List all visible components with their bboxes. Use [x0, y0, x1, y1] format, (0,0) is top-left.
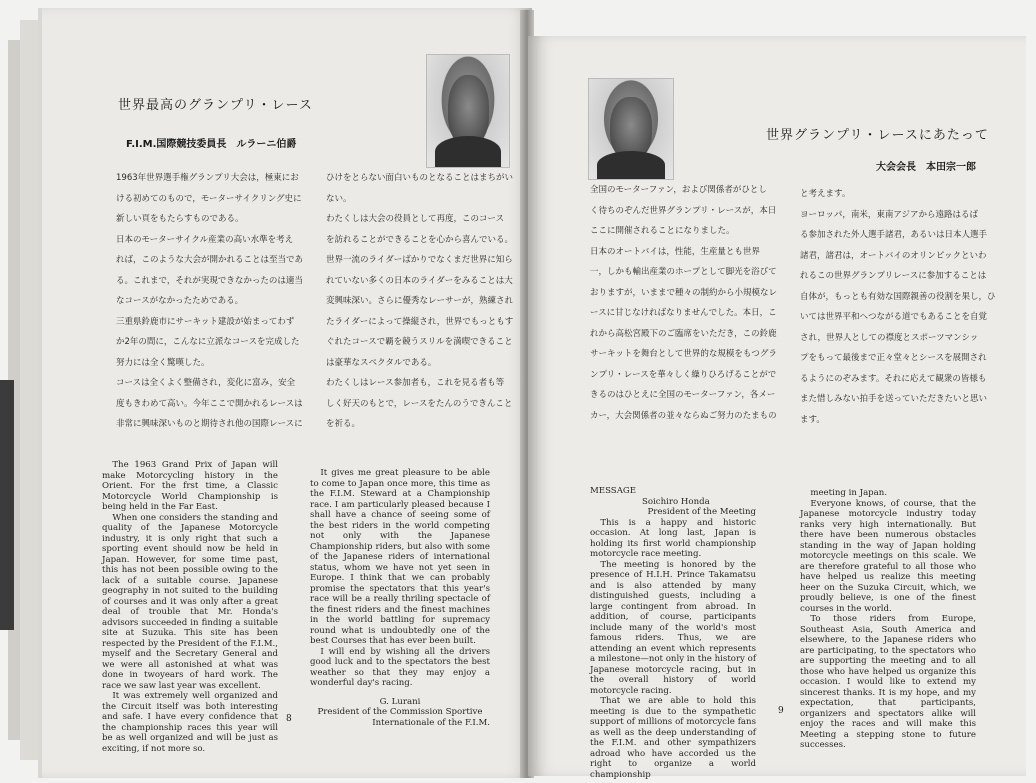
- jp-text-line: るようにのぞみます。それに応えて観衆の皆様も: [800, 373, 987, 384]
- jp-text-line: 自体が，もっとも有効な国際親善の役割を果し，ひ: [800, 291, 996, 302]
- en-column-1: [590, 486, 756, 780]
- jp-title: 世界最高のグランプリ・レース: [118, 98, 313, 113]
- en-paragraph: To those riders from Europe, Southeast Asia, South America and elsewhere, to the Japanese riders who are participating, to the spectators who are supporting the meeting and to all those who have helped us organize this occasion. I would like to extend my sincerest thanks. It is my hope, and my expectation, that participants, organizers and spectators alike will enjoy the races and will make this Meeting a stepping stone to future successes.: [800, 614, 976, 750]
- jp-text-line: 三重県鈴鹿市にサーキット建設が始まってわず: [116, 316, 295, 327]
- jp-text-line: ひけをとらない面白いものとなることはまちがい: [326, 173, 514, 183]
- jp-text-line: は豪華なスペクタルである。: [326, 357, 437, 368]
- jp-text-line: か2年の間に，こんなに立派なコースを完成した: [116, 337, 300, 347]
- signature-title: Internationale of the F.I.M.: [372, 717, 490, 728]
- left-page: [38, 8, 532, 778]
- author-title: President of the Meeting: [647, 507, 756, 517]
- en-paragraph: This is a happy and historic occasion. At long last, Japan is holding its first world championship motorcycle race meeting.: [590, 517, 756, 559]
- jp-text-line: れるこの世界グランプリレースに参加することは: [800, 271, 987, 281]
- en-column-1: [102, 460, 278, 754]
- jp-text-line: プをもって最後まで正々堂々とシースを展開され: [800, 353, 987, 363]
- jp-text-line: 日本のオートバイは，性能，生産量とも世界: [590, 246, 760, 257]
- jp-text-line: く待ちのぞんだ世界グランプリ・レースが，本日: [590, 205, 777, 216]
- jp-column-1: [116, 168, 316, 435]
- jp-text-line: おりますが，いままで種々の制約から小規模なレ: [590, 287, 778, 298]
- jp-text-line: 世界一流のライダーばかりでなくまだ世界に知ら: [326, 255, 513, 265]
- jp-text-line: ここに開催されることになりました。: [590, 226, 735, 236]
- jp-column-1: [590, 180, 790, 426]
- jp-text-line: ぐれたコースで覇を競うスリルを満喫できること: [326, 337, 513, 347]
- portrait-photo-honda: [588, 78, 674, 180]
- jp-text-line: 新しい頁をもたらすものである。: [116, 214, 244, 224]
- jp-text-line: れから高松宮殿下のご臨席をいただき，この鈴鹿: [590, 328, 777, 339]
- jp-text-line: 1963年世界選手権グランプリ大会は，極東にお: [116, 173, 299, 183]
- jp-text-line: 非常に興味深いものと期待され他の国際レースに: [116, 419, 303, 429]
- jp-text-line: 全国のモーターファン，および関係者がひとし: [590, 185, 767, 195]
- jp-text-line: ける初めてのもので，モーターサイクリング史に: [116, 193, 302, 204]
- jp-column-2: [326, 168, 526, 435]
- en-paragraph: I will end by wishing all the drivers good luck and to the spectators the best weather so that they may enjoy a wonderful day's racing.: [310, 646, 490, 688]
- jp-text-line: ヨーロッパ，南米，東南アジアから遠路はるば: [800, 209, 978, 220]
- jp-text-line: 諸君，諸君は，オートバイのオリンピックといわ: [800, 250, 987, 261]
- en-paragraph: Everyone knows, of course, that the Japanese motorcycle industry today ranks very high internationally. But there have been numerous obstacles standing in the way of Japan holding motorcycle meetings on this scale. We are therefore grateful to all those who have helped us realize this meeting heer on the Suzuka Circuit, which, we proudly believe, is one of the finest courses in the world.: [800, 498, 976, 614]
- right-page: [528, 36, 1026, 780]
- jp-text-line: わたくしは大会の役員として再度，このコース: [326, 214, 505, 224]
- jp-text-line: 変興味深い。さらに優秀なレーサーが，熟練され: [326, 296, 514, 306]
- en-paragraph: It was extremely well organized and the Circuit itself was both interesting and safe. I have every confidence that the championship races this year will be as well organized and will be just as exciting, if not more so.: [102, 691, 278, 754]
- jp-author: F.I.M.国際競技委員長 ルラーニ伯爵: [126, 139, 297, 150]
- en-column-2: [800, 488, 976, 751]
- jp-text-line: れていない多くの日本のライダーをみることは大: [326, 275, 513, 286]
- jp-text-line: ンプリ・レースを華々しく繰りひろげることがで: [590, 369, 777, 380]
- jp-author: 大会会長 本田宗一郎: [876, 162, 976, 173]
- page-number: 8: [286, 714, 292, 724]
- jp-text-line: カー，大会関係者の並々ならぬご努力のたまもの: [590, 410, 777, 421]
- jp-text-line: を祈る。: [326, 419, 361, 429]
- jp-text-line: また惜しみない拍手を送っていただきたいと思い: [800, 394, 988, 404]
- jp-text-line: たライダーによって操縦され，世界でもっともす: [326, 316, 514, 327]
- en-paragraph: meeting in Japan.: [810, 488, 888, 498]
- jp-text-line: ます。: [800, 414, 825, 425]
- jp-text-line: サーキットを舞台として世界的な規模をもつグラ: [590, 349, 777, 359]
- jp-text-line: され，世界人としての襟度とスポーツマンシッ: [800, 332, 979, 343]
- jp-text-line: を訪れることができることを心から喜んでいる。: [326, 234, 514, 245]
- jp-text-line: わたくしはレース参加者も，これを見る者も等: [326, 378, 505, 388]
- page-number: 9: [778, 706, 784, 716]
- en-paragraph: The 1963 Grand Prix of Japan will make Motorcycling history in the Orient. For the frst time, a Classic Motorcycle World Championship is being held in the Far East.: [102, 460, 278, 512]
- signature-name: G. Lurani: [379, 696, 421, 707]
- en-column-2: [310, 468, 490, 728]
- background-object: [0, 380, 14, 630]
- message-heading: MESSAGE: [590, 486, 637, 496]
- author-name: Soichiro Honda: [642, 496, 710, 507]
- jp-text-line: ースに甘じなければなりませんでした。本日，こ: [590, 308, 777, 318]
- jp-text-line: きるのはひとえに全国のモーターファン，各メー: [590, 390, 776, 400]
- signature-title: President of the Commission Sportive: [317, 707, 483, 717]
- jp-text-line: 一，しかも輸出産業のホープとして脚光を浴びて: [590, 267, 777, 277]
- jp-title: 世界グランプリ・レースにあたって: [766, 128, 989, 143]
- jp-text-line: る。これまで，それが実現できなかったのは適当: [116, 275, 303, 286]
- en-paragraph: That we are able to hold this meeting is due to the sympathetic support of millions of motorcycle fans as well as the deep understanding of the F.I.M. and other sympathizers adroad who have accorded us the right to organize a world championship: [590, 696, 756, 780]
- jp-text-line: なコースがなかったためである。: [116, 296, 244, 306]
- jp-column-2: [800, 184, 1000, 430]
- jp-text-line: れば，このような大会が開かれることは至当であ: [116, 255, 304, 265]
- jp-text-line: 度もきわめて高い。今年ここで開かれるレースは: [116, 398, 303, 409]
- jp-text-line: 努力には全く驚嘆した。: [116, 357, 210, 368]
- portrait-photo-lurani: [426, 54, 510, 168]
- jp-text-line: る参加された外人選手諸君，あるいは日本人選手: [800, 230, 988, 240]
- jp-text-line: いては世界平和へつながる道でもあることを自覚: [800, 312, 988, 322]
- en-paragraph: It gives me great pleasure to be able to come to Japan once more, this time as the F.I.M. Steward at a Championship race. I am particularly pleased because I shall have a chance of seeing some of the best riders in the world competing not only with the Japanese Championship riders, but also with some of the Japanese riders of international status, whom we have not yet seen in Europe. I think that we can probably promise the spectators that this year's race will be a really thriling spectacle of the finest riders and the finest machines in the world battling for supremacy round what is undoubtedly one of the best Courses that has ever been built.: [310, 468, 490, 646]
- jp-text-line: と考えます。: [800, 189, 851, 199]
- jp-text-line: 日本のモーターサイクル産業の高い水準を考え: [116, 234, 294, 245]
- jp-text-line: ない。: [326, 193, 352, 204]
- en-paragraph: The meeting is honored by the presence of H.I.H. Prince Takamatsu and is also attended by many distinguished guests, including a large contingent from abroad. In addition, of course, participants include many of the world's most famous riders. Thus, we are attending an event which represents a milestone—not only in the history of Japanese motorcycle racing, but in the overall history of world motorcycle racing.: [590, 559, 756, 696]
- jp-text-line: しく好天のもとで，レースをたんのうできんこと: [326, 398, 513, 409]
- en-paragraph: When one considers the standing and quality of the Japanese Motorcycle industry, it is only right that such a sporting event should now be held in Japan. However, for some time past, this has not been possible owing to the lack of a suitable course. Japanese geography in not suited to the building of courses and it was only after a great deal of trouble that Mr. Honda's advisors succeeded in finding a suitable site at Suzuka. This site has been respected by the President of the F.I.M., myself and the Secretary General and we were all astonished at what was done in twoyears of hard work. The race we saw last year was excellent.: [102, 512, 278, 691]
- jp-text-line: コースは全くよく整備され，変化に富み，安全: [116, 378, 296, 388]
